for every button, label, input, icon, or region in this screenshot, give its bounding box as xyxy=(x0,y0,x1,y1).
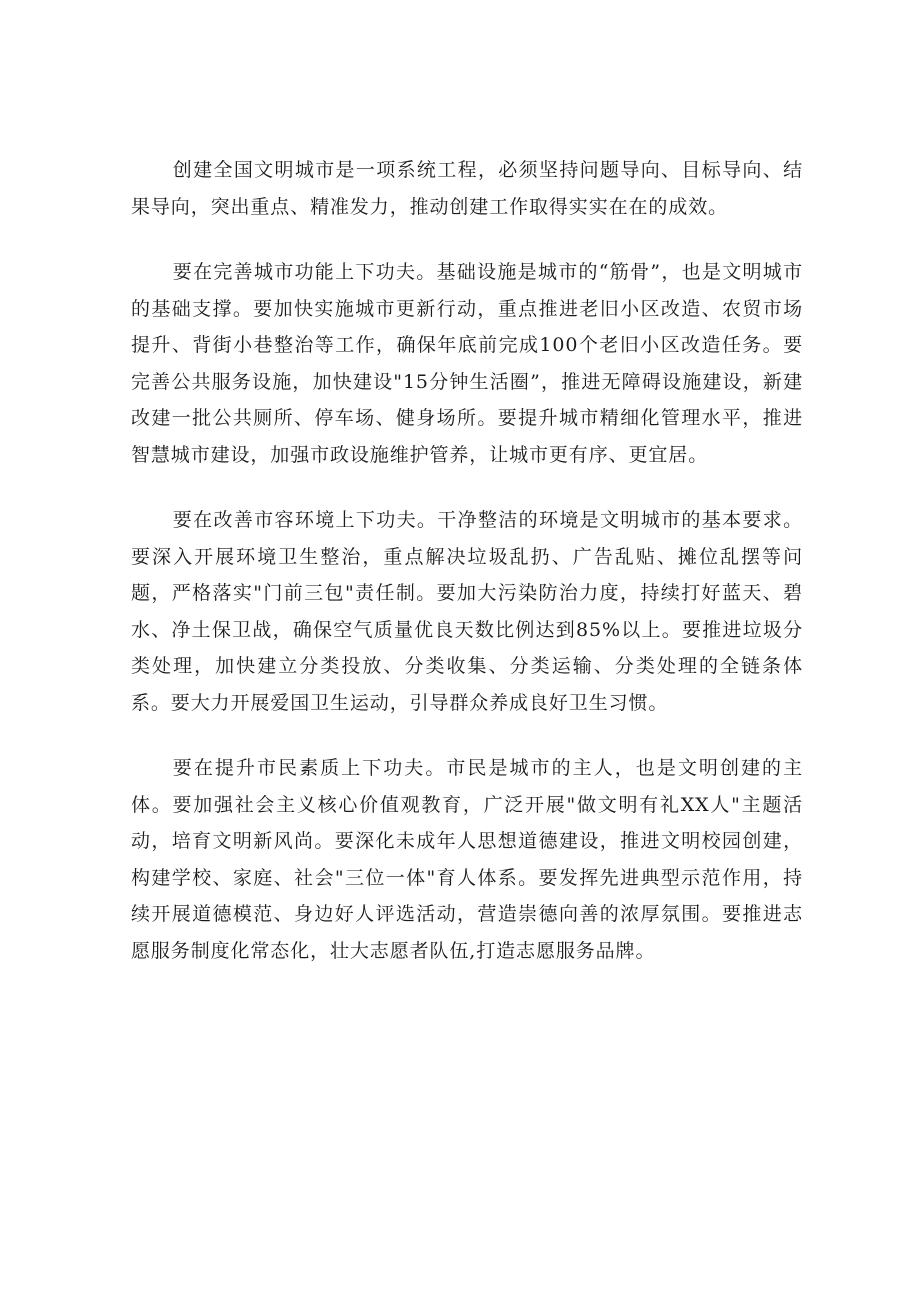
paragraph-intro: 创建全国文明城市是一项系统工程，必须坚持问题导向、目标导向、结果导向，突出重点、精准发力，推动创建工作取得实实在在的成效。 xyxy=(131,159,803,218)
paragraph-citizen-quality: 要在提升市民素质上下功夫。市民是城市的主人，也是文明创建的主体。要加强社会主义核心价值观教育，广泛开展"做文明有礼XX人"主题活动，培育文明新风尚。要深化未成年人思想道德建设，推进文明校园创建，构建学校、家庭、社会"三位一体"育人体系。要发挥先进典型示范作用，持续开展道德模范、身边好人评选活动，营造崇德向善的浓厚氛围。要推进志愿服务制度化常态化，壮大志愿者队伍,打造志愿服务品牌。 xyxy=(131,757,803,962)
paragraph-city-environment: 要在改善市容环境上下功夫。干净整洁的环境是文明城市的基本要求。要深入开展环境卫生整治，重点解决垃圾乱扔、广告乱贴、摊位乱摆等问题，严格落实"门前三包"责任制。要加大污染防治力度，持续打好蓝天、碧水、净土保卫战，确保空气质量优良天数比例达到85%以上。要推进垃圾分类处理，加快建立分类投放、分类收集、分类运输、分类处理的全链条体系。要大力开展爱国卫生运动，引导群众养成良好卫生习惯。 xyxy=(131,509,803,714)
document-body xyxy=(131,152,803,998)
paragraph-city-function: 要在完善城市功能上下功夫。基础设施是城市的“筋骨”，也是文明城市的基础支撑。要加快实施城市更新行动，重点推进老旧小区改造、农贸市场提升、背街小巷整治等工作，确保年底前完成100个老旧小区改造任务。要完善公共服务设施，加快建设"15分钟生活圈”，推进无障碍设施建设，新建改建一批公共厕所、停车场、健身场所。要提升城市精细化管理水平，推进智慧城市建设，加强市政设施维护管养，让城市更有序、更宜居。 xyxy=(131,261,803,466)
